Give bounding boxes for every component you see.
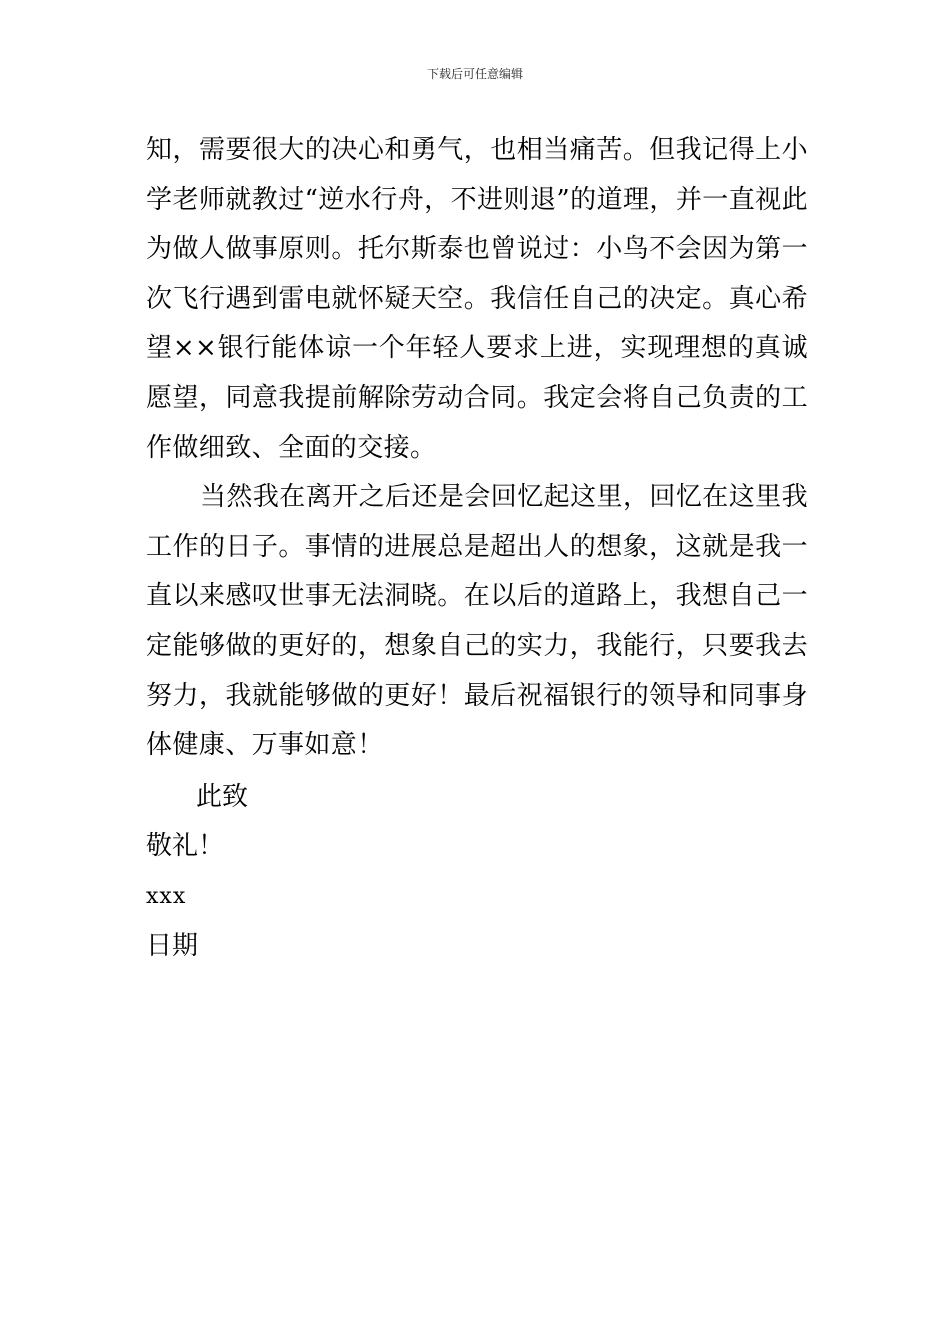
page-header-note: 下载后可任意编辑: [426, 67, 523, 81]
paragraph-farewell: 当然我在离开之后还是会回忆起这里，回忆在这里我工作的日子。事情的进展总是超出人的想象，这就是我一直以来感叹世事无法洞晓。在以后的道路上，我想自己一定能够做的更好的，想象自己的实力，我能行，只要我去努力，我就能够做的更好！最后祝福银行的领导和同事身体健康、万事如意！: [146, 482, 808, 761]
paragraph-continuation: 知，需要很大的决心和勇气，也相当痛苦。但我记得上小学老师就教过“逆水行舟，不进则退”的道理，并一直视此为做人做事原则。托尔斯泰也曾说过：小鸟不会因为第一次飞行遇到雷电就怀疑天空。我信任自己的决定。真心希望××银行能体谅一个年轻人要求上进，实现理想的真诚愿望，同意我提前解除劳动合同。我定会将自己负责的工作做细致、全面的交接。: [146, 135, 808, 463]
letter-body: [146, 126, 808, 771]
closing-regards: 敬礼！: [146, 831, 225, 861]
closing-salutation: 此致: [196, 782, 249, 812]
signature-date: 日期: [146, 931, 199, 961]
signature-name: xxx: [146, 884, 187, 909]
